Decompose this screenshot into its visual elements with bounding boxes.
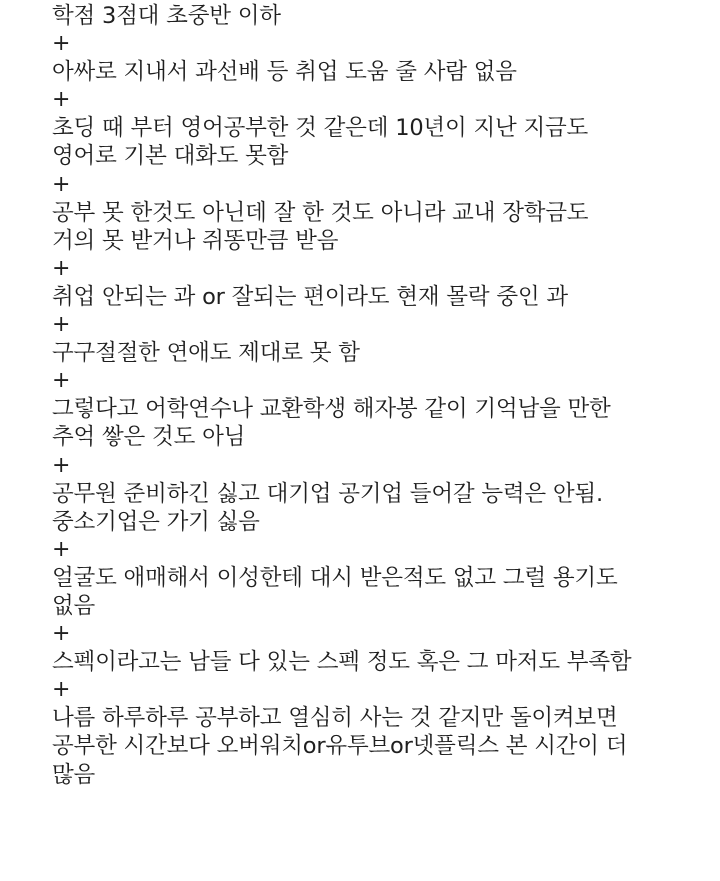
text-line: 많음	[52, 761, 96, 788]
plus-separator: +	[52, 621, 71, 647]
plus-separator: +	[52, 171, 71, 197]
plus-separator: +	[52, 255, 71, 281]
text-line: 추억 쌓은 것도 아님	[52, 424, 246, 451]
text-line: 스펙이라고는 남들 다 있는 스펙 정도 혹은 그 마저도 부족함	[52, 649, 632, 676]
text-line: 초딩 때 부터 영어공부한 것 같은데 10년이 지난 지금도	[52, 115, 589, 142]
text-line: 그렇다고 어학연수나 교환학생 해자봉 같이 기억남을 만한	[52, 396, 611, 423]
text-line: 없음	[52, 592, 96, 619]
plus-separator: +	[52, 312, 71, 338]
text-line: 학점 3점대 초중반 이하	[52, 3, 281, 29]
text-line: 공무원 준비하긴 싫고 대기업 공기업 들어갈 능력은 안됨.	[52, 480, 603, 507]
plus-separator: +	[52, 452, 71, 478]
plus-separator: +	[52, 87, 71, 113]
plus-separator: +	[52, 31, 71, 57]
text-line: 중소기업은 가기 싫음	[52, 508, 260, 535]
text-line: 취업 안되는 과 or 잘되는 편이라도 현재 몰락 중인 과	[52, 283, 568, 310]
text-line: 공부한 시간보다 오버워치or유투브or넷플릭스 본 시간이 더	[52, 733, 628, 760]
text-line: 공부 못 한것도 아닌데 잘 한 것도 아니라 교내 장학금도	[52, 199, 589, 226]
text-line: 거의 못 받거나 쥐똥만큼 받음	[52, 227, 339, 254]
text-line: 얼굴도 애매해서 이성한테 대시 받은적도 없고 그럴 용기도	[52, 564, 618, 591]
text-line: 영어로 기본 대화도 못함	[52, 143, 289, 170]
plus-separator: +	[52, 677, 71, 703]
text-line: 구구절절한 연애도 제대로 못 함	[52, 340, 360, 367]
text-line: 나름 하루하루 공부하고 열심히 사는 것 같지만 돌이켜보면	[52, 705, 618, 732]
plus-separator: +	[52, 536, 71, 562]
plus-separator: +	[52, 368, 71, 394]
text-line: 아싸로 지내서 과선배 등 취업 도움 줄 사람 없음	[52, 59, 517, 86]
